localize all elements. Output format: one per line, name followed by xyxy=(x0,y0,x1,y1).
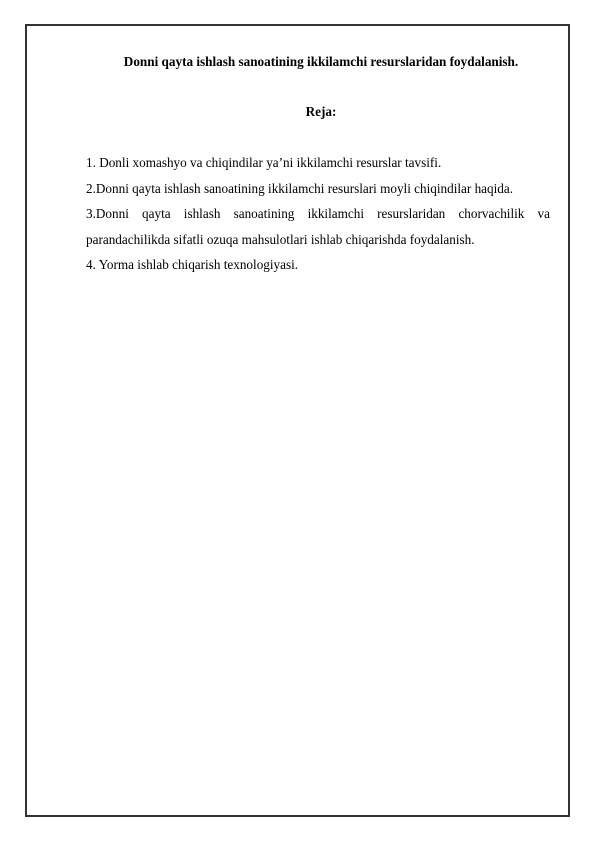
document-title: Donni qayta ishlash sanoatining ikkilamchi resurslaridan foydalanish. xyxy=(123,54,519,69)
plan-item-2: 2.Donni qayta ishlash sanoatining ikkilamchi resurslari moyli chiqindilar haqida. xyxy=(86,180,514,196)
plan-item-3: 3.Donni qayta ishlash sanoatining ikkilamchi resurslaridan chorvachilik va parandachilikda sifatli ozuqa mahsulotlari ishlab chiqarishda foydalanish. xyxy=(86,206,550,247)
plan-item-4: 4. Yorma ishlab chiqarish texnologiyasi. xyxy=(86,257,299,272)
plan-item-1: 1. Donli xomashyo va chiqindilar ya’ni ikkilamchi resurslar tavsifi. xyxy=(86,155,442,170)
plan-heading: Reja: xyxy=(305,104,337,119)
page-border-frame xyxy=(25,24,570,817)
plan-list xyxy=(86,150,550,278)
